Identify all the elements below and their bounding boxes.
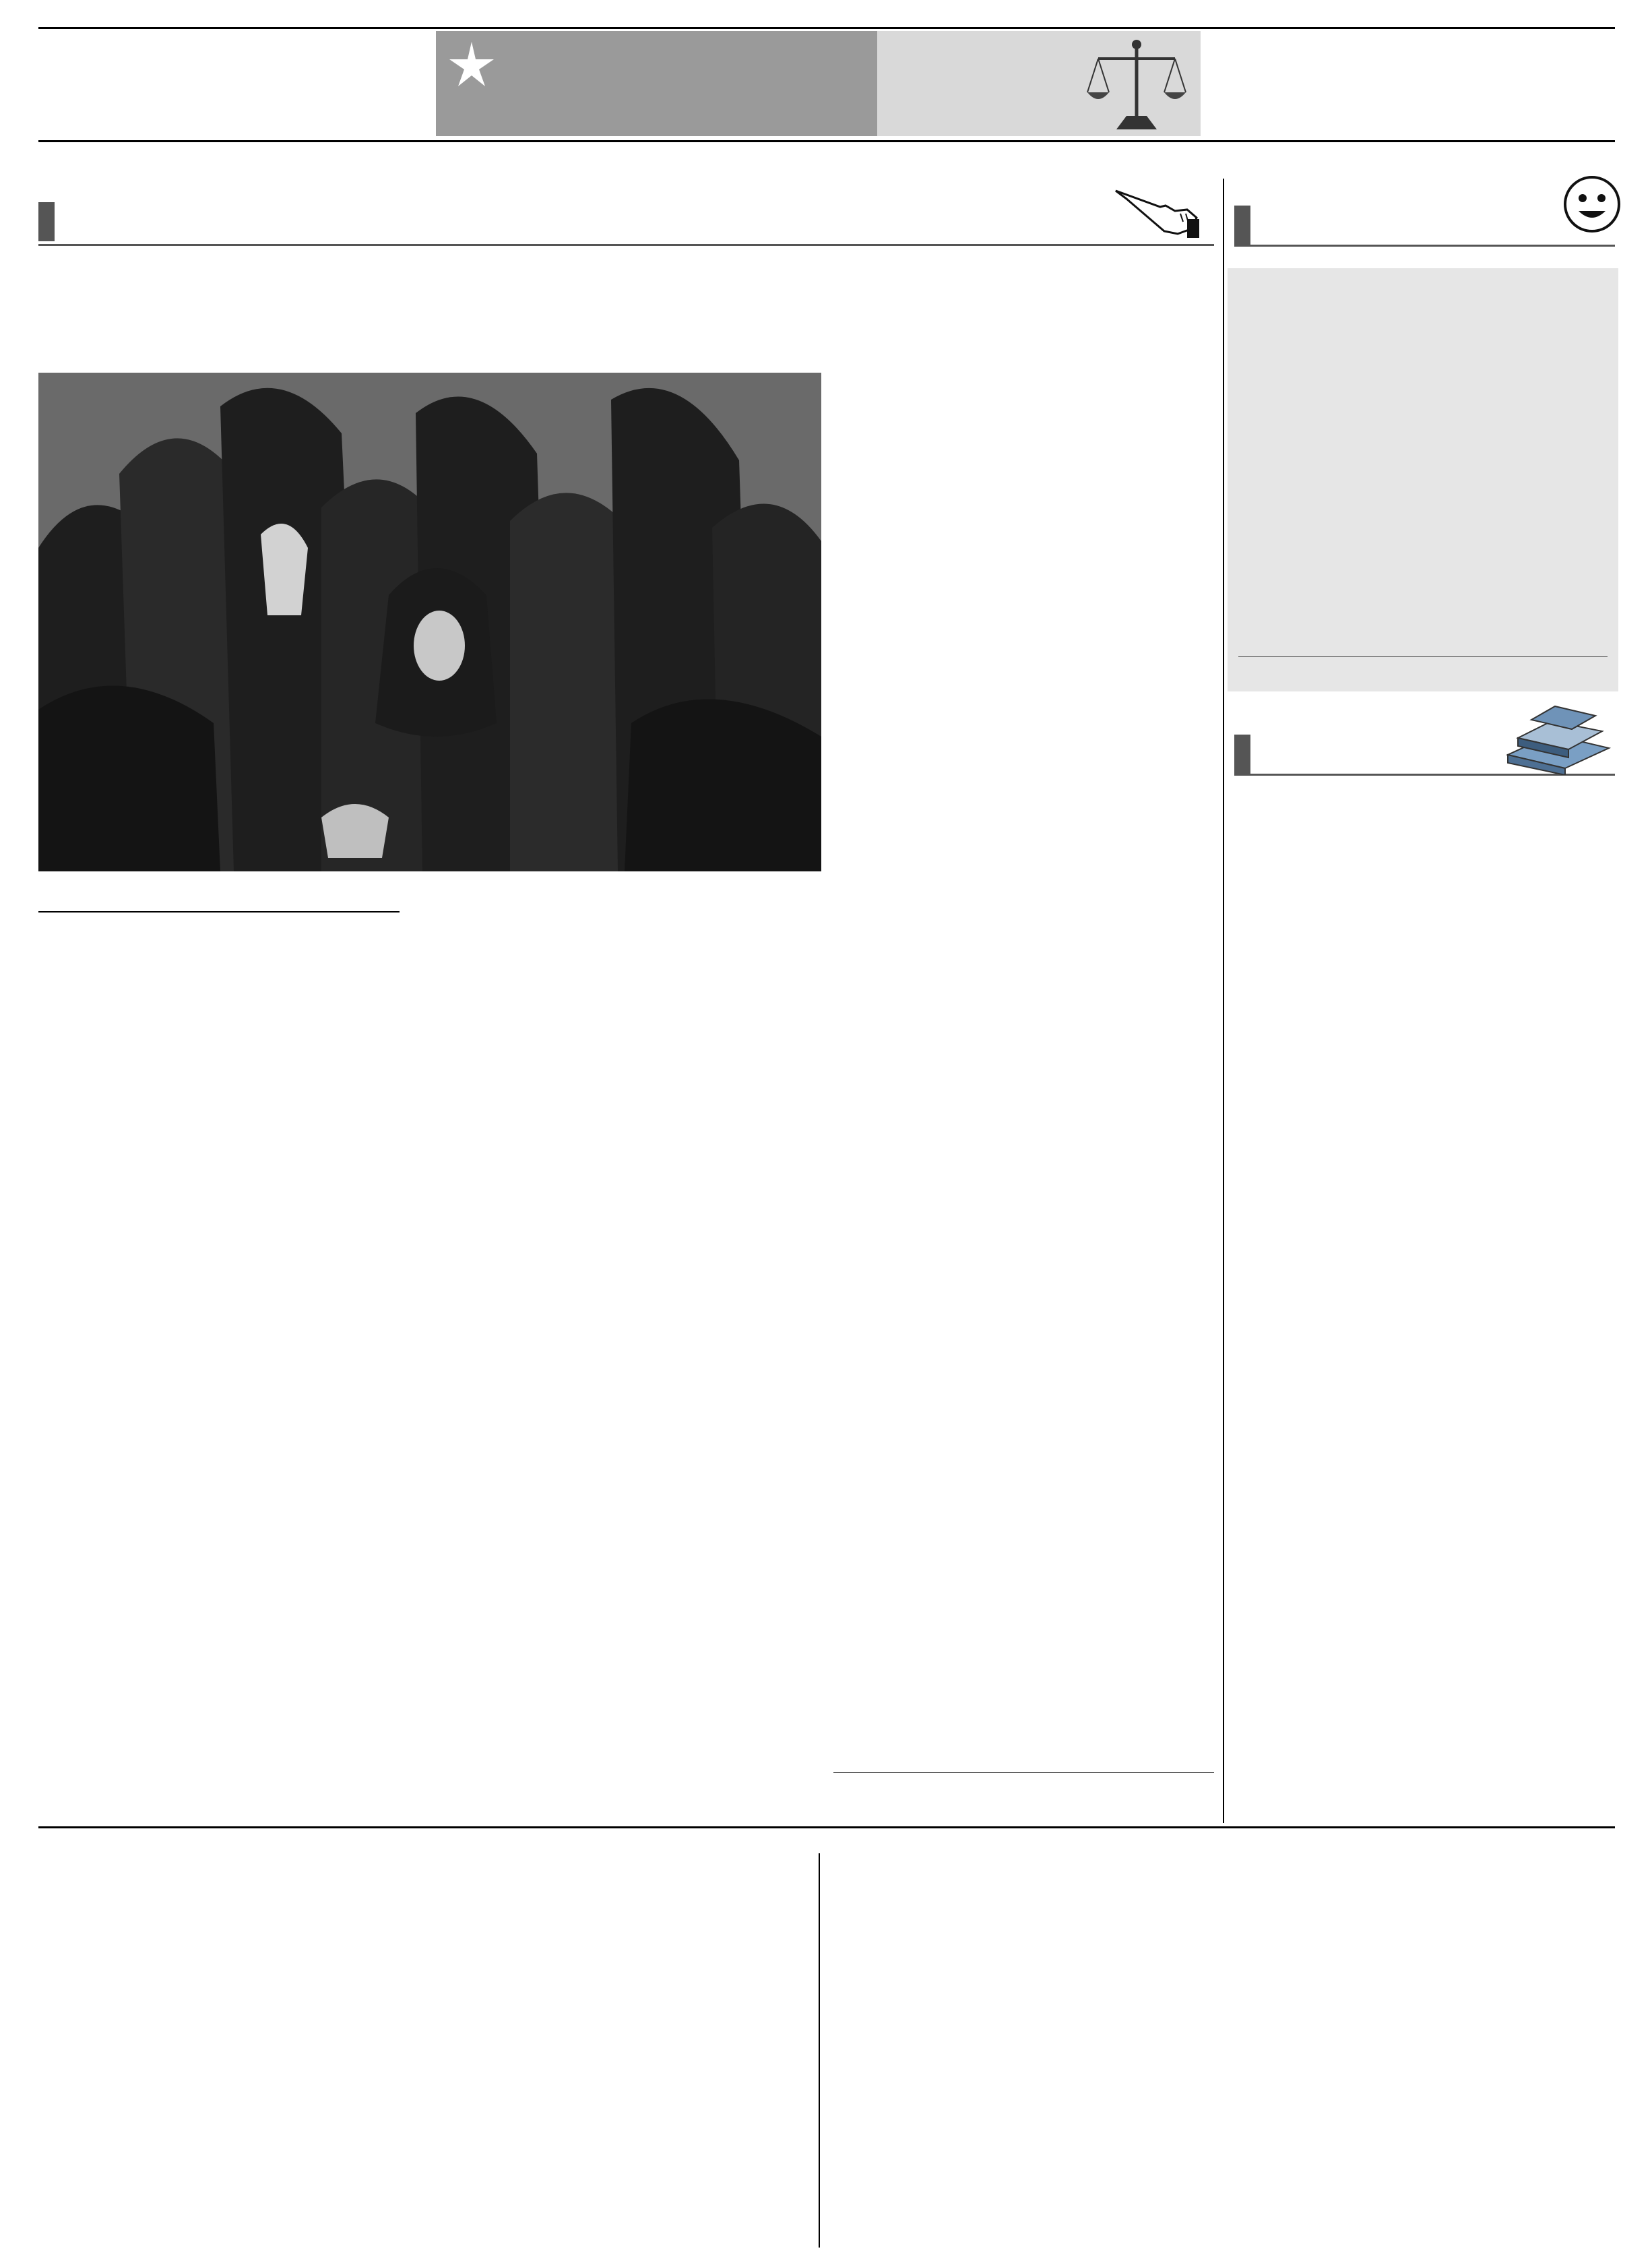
lexicon-content bbox=[1234, 782, 1615, 788]
lawscape-content bbox=[1238, 273, 1608, 280]
lower-divider bbox=[819, 1853, 820, 2248]
opinion-col3 bbox=[833, 373, 1214, 379]
pointing-hand-icon bbox=[1113, 179, 1201, 243]
opinion-col2 bbox=[415, 894, 809, 900]
smiley-icon bbox=[1562, 174, 1622, 235]
top-rule bbox=[38, 27, 1615, 29]
byline-rule bbox=[38, 911, 400, 912]
middle-rule bbox=[38, 1826, 1615, 1828]
books-icon bbox=[1501, 701, 1612, 775]
lawscape-section-label bbox=[1234, 206, 1250, 245]
opinion-photo bbox=[38, 373, 821, 871]
lexicon-section-label bbox=[1234, 735, 1257, 774]
masthead-bottom-rule bbox=[38, 140, 1615, 142]
opinion-label-rule bbox=[38, 244, 1214, 246]
star-icon bbox=[448, 40, 495, 88]
opinion-section-label bbox=[38, 202, 61, 241]
opinion-label-box bbox=[38, 202, 55, 241]
lawscape-label-box bbox=[1234, 206, 1250, 245]
section-banner bbox=[436, 31, 877, 136]
lexicon-label-box bbox=[1234, 735, 1250, 774]
lawscape-courtesy-rule bbox=[1238, 656, 1608, 657]
column-divider bbox=[1223, 179, 1224, 1823]
author-note-rule bbox=[833, 1772, 1214, 1773]
scales-of-justice-icon bbox=[1086, 35, 1187, 135]
lawscape-box bbox=[1228, 268, 1618, 691]
opinion-col1 bbox=[38, 934, 400, 941]
lawscape-label-rule bbox=[1234, 245, 1615, 247]
